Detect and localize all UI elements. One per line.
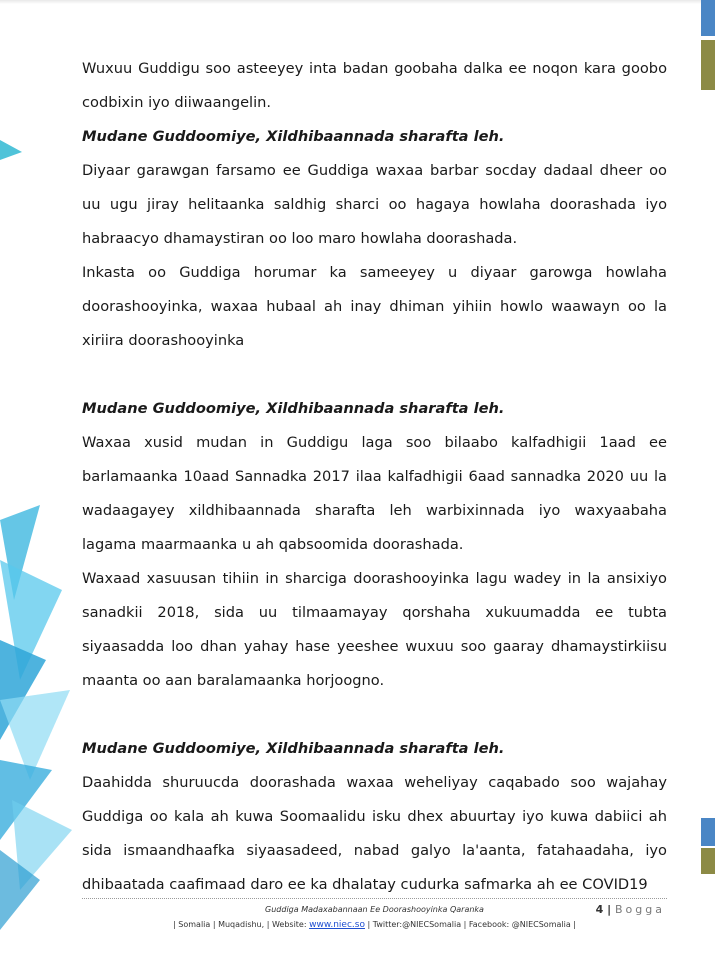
edge-tab-olive-bottom bbox=[701, 848, 715, 874]
address-heading-2: Mudane Guddoomiye, Xildhibaannada sharafta leh. bbox=[82, 400, 505, 417]
paragraph-6: Daahidda shuruucda doorashada waxaa weheliyay caqabado soo wajahay Guddiga oo kala ah kuwa Soomaalidu isku dhex abuurtay iyo kuwa dabiici ah sida ismaandhaafka siyaasadeed, nabad galyo la'aanta, fatahaadaha, iyo dhibaatada caafimaad daro ee ka dhalatay cudurka safmarka ah ee COVID19 bbox=[82, 774, 667, 893]
page-top-edge bbox=[0, 0, 715, 4]
spacer bbox=[82, 698, 667, 732]
paragraph-4: Waxaa xusid mudan in Guddigu laga soo bilaabo kalfadhigii 1aad ee barlamaanka 10aad Sannadka 2017 ilaa kalfadhigii 6aad sannadka 2020 uu la wadaagayey xildhibaannada sharafta leh warbixinnada iyo waxyaabaha lagama maarmaanka u ah qabsoomida doorashada. bbox=[82, 434, 667, 553]
page-word: Bogga bbox=[615, 903, 665, 916]
spacer bbox=[82, 358, 667, 392]
facet-top bbox=[0, 140, 22, 160]
address-heading-3: Mudane Guddoomiye, Xildhibaannada sharafta leh. bbox=[82, 740, 505, 757]
footer-contact bbox=[82, 920, 667, 930]
edge-tab-olive-top bbox=[701, 40, 715, 90]
decorative-facets bbox=[0, 0, 80, 960]
footer-org: Guddiga Madaxabannaan Ee Doorashooyinka Qaranka bbox=[265, 905, 484, 914]
page-number-value: 4 | bbox=[595, 903, 612, 916]
address-heading-1: Mudane Guddoomiye, Xildhibaannada sharafta leh. bbox=[82, 128, 505, 145]
page-footer bbox=[82, 898, 667, 930]
paragraph-1: Wuxuu Guddigu soo asteeyey inta badan goobaha dalka ee noqon kara goobo codbixin iyo diiwaangelin. bbox=[82, 60, 667, 111]
paragraph-2: Diyaar garawgan farsamo ee Guddiga waxaa barbar socday dadaal dheer oo uu ugu jiray helitaanka saldhig sharci oo hagaya howlaha doorashada iyo habraacyo dhamaystiran oo loo maro howlaha doorashada. bbox=[82, 162, 667, 247]
document-body bbox=[82, 52, 667, 902]
paragraph-5: Waxaad xasuusan tihiin in sharciga doorashooyinka lagu wadey in la ansixiyo sanadkii 2018, sida uu tilmaamayay qorshaha xukuumadda ee tubta siyaasadda loo dhan yahay hase yeeshee wuxuu soo gaaray dhamaystirkiisu maanta oo aan baralamaanka horjoogno. bbox=[82, 570, 667, 689]
page-number bbox=[596, 903, 665, 916]
footer-location: | Somalia | Muqadishu, | Website: bbox=[173, 920, 307, 929]
footer-social: | Twitter:@NIECSomalia | Facebook: @NIECSomalia | bbox=[367, 920, 576, 929]
website-link[interactable]: www.niec.so bbox=[309, 920, 365, 930]
edge-tab-blue-top bbox=[701, 0, 715, 36]
paragraph-3: Inkasta oo Guddiga horumar ka sameeyey u diyaar garowga howlaha doorashooyinka, waxaa hubaal ah inay dhiman yihiin howlo waawayn oo la xiriira doorashooyinka bbox=[82, 264, 667, 349]
edge-tab-blue-bottom bbox=[701, 818, 715, 846]
